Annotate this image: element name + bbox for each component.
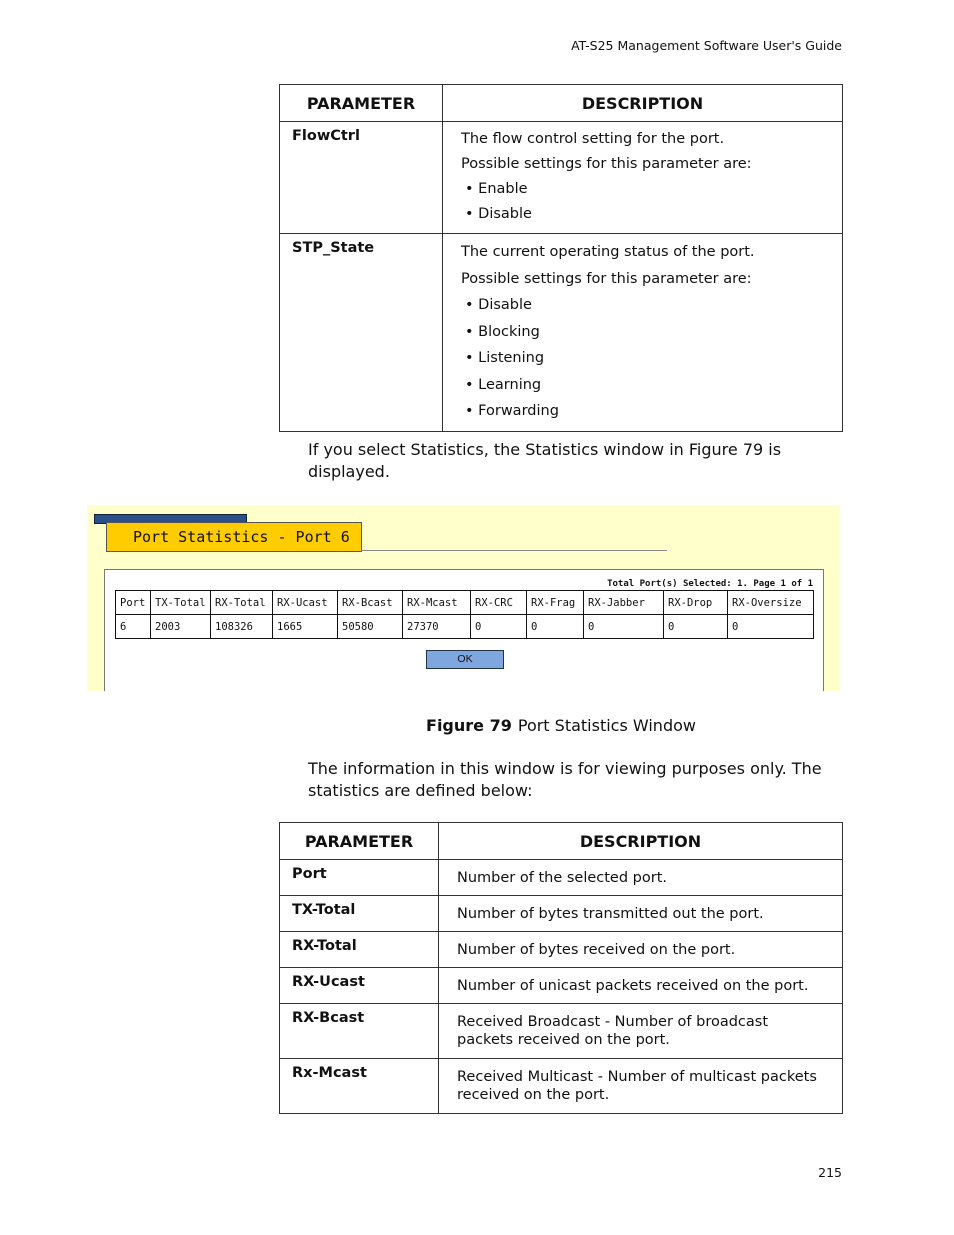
- stat-column-header: Port: [116, 591, 151, 615]
- column-header-description: DESCRIPTION: [439, 823, 843, 860]
- port-statistics-screenshot: [87, 505, 840, 691]
- param-name: FlowCtrl: [280, 122, 443, 234]
- parameter-table-2: [279, 822, 843, 1114]
- stat-column-header: RX-Ucast: [273, 591, 338, 615]
- param-name: STP_State: [280, 234, 443, 432]
- figure-caption: [280, 716, 842, 735]
- stat-value: 0: [471, 615, 527, 639]
- stat-value: 1665: [273, 615, 338, 639]
- table-row: [280, 122, 843, 234]
- param-name: Rx-Mcast: [280, 1059, 439, 1114]
- table-header-row: [280, 823, 843, 860]
- stat-column-header: RX-Mcast: [403, 591, 471, 615]
- param-description: Received Multicast - Number of multicast packets received on the port.: [439, 1059, 843, 1114]
- stat-value: 2003: [151, 615, 211, 639]
- description-line: Possible settings for this parameter are:: [461, 270, 752, 287]
- table-row: [280, 968, 843, 1004]
- statistics-value-row: [116, 615, 814, 639]
- stat-value: 0: [664, 615, 728, 639]
- table-header-row: [280, 85, 843, 122]
- ok-button[interactable]: OK: [426, 650, 504, 669]
- stat-column-header: RX-Drop: [664, 591, 728, 615]
- column-header-parameter: PARAMETER: [280, 85, 443, 122]
- column-header-description: DESCRIPTION: [443, 85, 843, 122]
- param-name: TX-Total: [280, 896, 439, 932]
- param-description: Number of bytes transmitted out the port.: [439, 896, 843, 932]
- column-header-parameter: PARAMETER: [280, 823, 439, 860]
- table-row: [280, 860, 843, 896]
- stat-value: 50580: [338, 615, 403, 639]
- bullet-item: • Enable: [465, 181, 528, 197]
- parameter-table-1: [279, 84, 843, 432]
- table-row: [280, 1004, 843, 1059]
- param-name: RX-Bcast: [280, 1004, 439, 1059]
- stat-column-header: RX-Oversize: [728, 591, 814, 615]
- body-paragraph: The information in this window is for viewing purposes only. The statistics are defined below:: [308, 759, 822, 800]
- param-description: [443, 122, 843, 234]
- table-row: [280, 1059, 843, 1114]
- statistics-header-row: [116, 591, 814, 615]
- figure-number: Figure 79: [426, 716, 512, 735]
- param-description: Received Broadcast - Number of broadcast packets received on the port.: [439, 1004, 843, 1059]
- stat-value: 0: [584, 615, 664, 639]
- bullet-item: • Disable: [465, 297, 532, 313]
- stat-column-header: TX-Total: [151, 591, 211, 615]
- stat-column-header: RX-Bcast: [338, 591, 403, 615]
- bullet-item: • Disable: [465, 206, 532, 222]
- table-row: [280, 932, 843, 968]
- page-number: 215: [818, 1165, 842, 1180]
- running-head: AT-S25 Management Software User's Guide: [571, 38, 842, 53]
- param-name: RX-Total: [280, 932, 439, 968]
- stat-value: 6: [116, 615, 151, 639]
- figure-title: Port Statistics Window: [517, 716, 696, 735]
- description-line: The current operating status of the port.: [461, 244, 755, 260]
- stat-value: 108326: [211, 615, 273, 639]
- param-name: RX-Ucast: [280, 968, 439, 1004]
- description-line: The flow control setting for the port.: [461, 131, 725, 147]
- param-description: Number of bytes received on the port.: [439, 932, 843, 968]
- bullet-item: • Blocking: [465, 323, 540, 340]
- param-description: Number of the selected port.: [439, 860, 843, 896]
- selection-info: Total Port(s) Selected: 1. Page 1 of 1: [607, 579, 813, 589]
- description-line: Possible settings for this parameter are:: [461, 156, 752, 172]
- stat-column-header: RX-Total: [211, 591, 273, 615]
- bullet-item: • Listening: [465, 350, 545, 366]
- stat-value: 27370: [403, 615, 471, 639]
- stat-column-header: RX-Jabber: [584, 591, 664, 615]
- title-divider: [361, 550, 667, 551]
- table-row: [280, 896, 843, 932]
- table-row: [280, 234, 843, 432]
- stat-column-header: RX-CRC: [471, 591, 527, 615]
- body-paragraph: If you select Statistics, the Statistics window in Figure 79 is displayed.: [308, 440, 782, 481]
- param-description: [443, 234, 843, 432]
- window-title: Port Statistics - Port 6: [133, 528, 350, 546]
- stat-column-header: RX-Frag: [527, 591, 584, 615]
- bullet-item: • Learning: [465, 376, 542, 393]
- param-description: Number of unicast packets received on the port.: [439, 968, 843, 1004]
- window-title-bar: [106, 522, 362, 552]
- stat-value: 0: [728, 615, 814, 639]
- statistics-panel: [104, 569, 824, 691]
- statistics-table: [115, 590, 814, 639]
- stat-value: 0: [527, 615, 584, 639]
- param-name: Port: [280, 860, 439, 896]
- bullet-item: • Forwarding: [465, 403, 559, 419]
